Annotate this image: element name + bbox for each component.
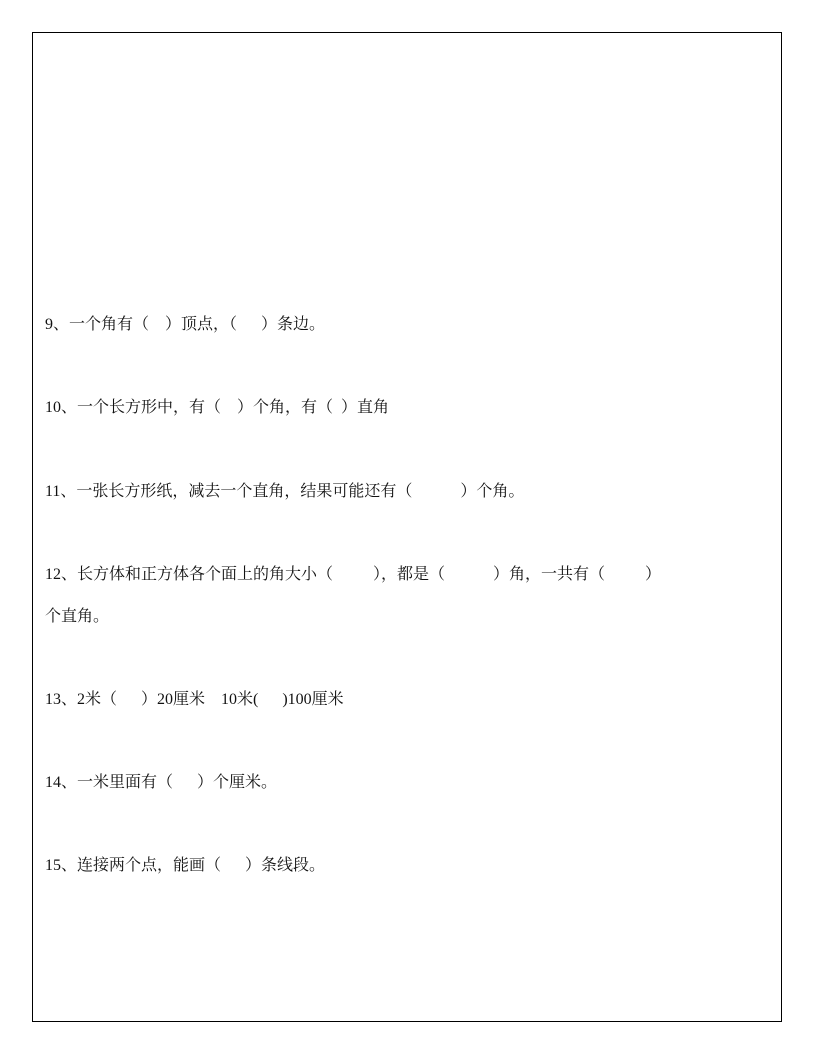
question-15: 15、连接两个点，能画（ ）条线段。 [45,857,326,874]
question-12-line-1: 12、长方体和正方体各个面上的角大小（ ），都是（ ）角，一共有（ ） [45,566,662,583]
question-12-line-2: 个直角。 [45,608,110,625]
question-14: 14、一米里面有（ ）个厘米。 [45,774,278,791]
question-13: 13、2米（ ）20厘米 10米( )100厘米 [45,691,344,708]
question-10: 10、一个长方形中，有（ ）个角，有（ ）直角 [45,399,390,416]
question-9: 9、一个角有（ ）顶点，（ ）条边。 [45,316,326,333]
question-12 [45,565,765,627]
question-11: 11、一张长方形纸，减去一个直角，结果可能还有（ ）个角。 [45,483,525,500]
